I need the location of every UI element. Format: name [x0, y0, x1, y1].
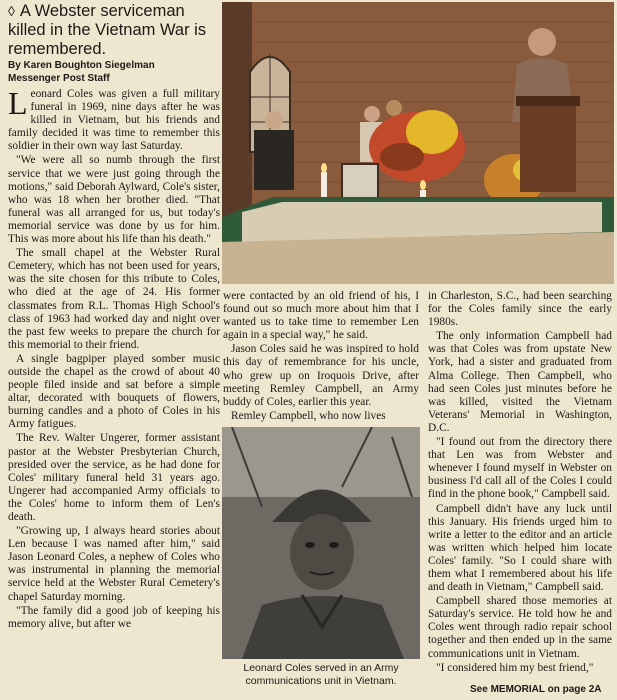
paragraph: Jason Coles said he was inspired to hold this day of remembrance for his uncle, who grew up on Iroquois Drive, after meeting Remley Campbell, an Army buddy of Coles, earlier this year. — [223, 343, 419, 408]
paragraph: A single bagpiper played somber music outside the chapel as the crowd of about 40 people filed inside and sat before a simple altar, decorated with bouquets of flowers, burning candles and a photo of Coles in his Army fatigues. — [8, 352, 220, 431]
headline-marker-icon: ◊ — [8, 3, 15, 19]
paragraph: The only information Campbell had was that Coles was from upstate New York, had a sister and graduated from Alma College. Then Campbell, who had seen Coles just minutes before he was killed, visited the Vietnam Veterans' Memorial in Washington, D.C. — [428, 330, 612, 434]
headline — [8, 2, 218, 59]
headline-text: A Webster serviceman killed in the Vietnam War is remembered. — [8, 2, 207, 58]
article-column-3 — [428, 290, 612, 685]
paragraph: The small chapel at the Webster Rural Cemetery, which has not been used for years, was the site chosen for this tribute to Coles, who died at the age of 24. His former classmates from R.L. Thomas High School's class of 1963 had worked day and night over the past few weeks to prepare the church for this memorial to their friend. — [8, 247, 220, 351]
paragraph: Remley Campbell, who now lives — [231, 409, 386, 422]
drop-cap: L — [8, 88, 28, 121]
paragraph: "Growing up, I always heard stories about Len because I was named after him," said Jason Leonard Coles, a nephew of Coles who was instrumental in planning the memorial service held at the Webster Rural Cemetery's chapel Saturday morning. — [8, 525, 220, 603]
paragraph: were contacted by an old friend of his, I found out so much more about him that I wanted us to take time to remember Len again in a special way," he said. — [223, 290, 419, 342]
paragraph: Campbell didn't have any luck until this January. His friends urged him to write a letter to the editor and an article was written which helped him locate Coles' family. "So I could share with them what I remembered about his life and death in Vietnam," Campbell said. — [428, 502, 612, 594]
paragraph: "I considered him my best friend," — [436, 661, 594, 674]
byline-author: By Karen Boughton Siegelman — [8, 60, 155, 71]
photo-caption: Leonard Coles served in an Army communications unit in Vietnam. — [243, 662, 399, 687]
soldier-portrait-photo — [222, 427, 420, 659]
paragraph: The Rev. Walter Ungerer, former assistant pastor at the Webster Presbyterian Church, presided over the service, as he had done for Coles' military funeral held 31 years ago. Ungerer had accompanied Army officials to the Coles' home to inform them of Len's death. — [8, 432, 220, 523]
paragraph: "The family did a good job of keeping his memory alive, but after we — [8, 604, 220, 630]
continuation-link[interactable]: See MEMORIAL on page 2A — [470, 684, 602, 695]
paragraph-text: eonard Coles was given a full military funeral in 1969, nine days after he was killed in Vietnam, but his friends and family decided it was time to remember this soldier in their own way last Saturday. — [8, 88, 220, 153]
paragraph: in Charleston, S.C., had been searching for the Coles family since the early 1980s. — [428, 290, 612, 329]
paragraph — [8, 88, 220, 153]
byline — [8, 60, 223, 85]
chapel-memorial-photo — [222, 2, 614, 284]
article-column-1 — [8, 88, 220, 694]
paragraph: "I found out from the directory there that Len was from Webster and whenever I found myself in Webster on business I'd call all of the Coles I could find in the phone book," Campbell said. — [428, 436, 612, 501]
paragraph: "We were all so numb through the first service that we were just going through the motions," said Deborah Aylward, Cole's sister, who was 18 when her brother died. "That funeral was all arranged for us, but today's memorial service was done by us for him. This was more about his life than his death." — [8, 154, 220, 246]
paragraph: Campbell shared those memories at Saturday's service. He told how he and Coles went through radio repair school together and then ended up in the same communications unit in Vietnam. — [428, 595, 612, 660]
article-column-2 — [223, 290, 419, 424]
byline-org: Messenger Post Staff — [8, 72, 110, 84]
